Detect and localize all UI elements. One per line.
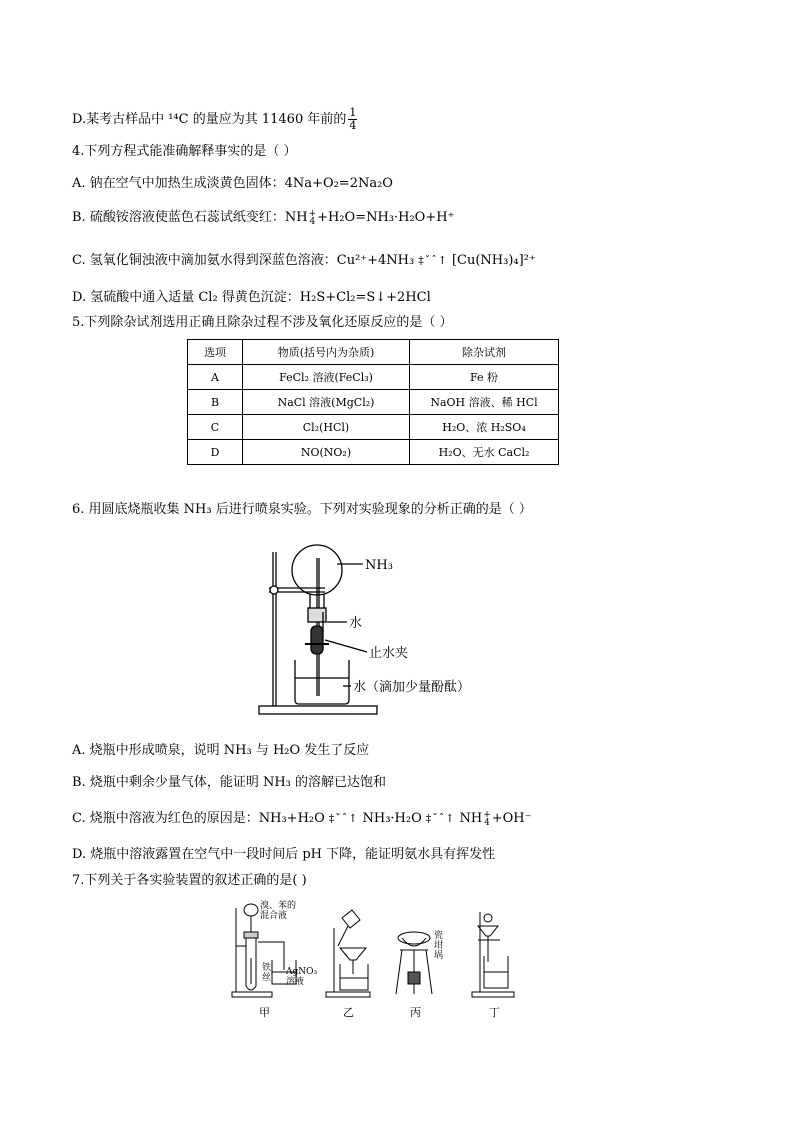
fountain-apparatus-figure: [255, 540, 505, 720]
q3-option-d: [72, 107, 357, 132]
equilibrium-arrow: ‡ˇˆ↑: [418, 254, 448, 267]
q4-option-c: C. 氢氧化铜浊液中滴加氨水得到深蓝色溶液：Cu²⁺+4NH₃ ‡ˇˆ↑ [Cu(NH₃)₄]²⁺: [72, 253, 536, 268]
label-agno3-solution: 溶液: [286, 977, 305, 987]
label-crucible2: 坩: [434, 941, 444, 951]
table-cell: NaCl 溶液(MgCl₂): [243, 390, 410, 415]
fraction: $\frac{1}{4}$: [349, 106, 357, 132]
caption-ding: 丁: [489, 1006, 500, 1019]
table-cell: C: [188, 415, 243, 440]
q3-option-d-text: D.某考古样品中 ¹⁴C 的量应为其 11460 年前的: [72, 112, 347, 127]
table-cell: FeCl₂ 溶液(FeCl₃): [243, 365, 410, 390]
table-header: 选项: [188, 340, 243, 365]
q6-option-a: A. 烧瓶中形成喷泉，说明 NH₃ 与 H₂O 发生了反应: [72, 743, 370, 758]
table-cell: B: [188, 390, 243, 415]
q6-option-c: C. 烧瓶中溶液为红色的原因是：NH₃+H₂O ‡ˇˆ↑ NH₃·H₂O ‡ˇˆ↑ NH + 4 +OH⁻: [72, 809, 532, 828]
table-header: 物质(括号内为杂质): [243, 340, 410, 365]
label-agno3: AgNO₃: [286, 967, 318, 977]
label-crucible3: 埚: [434, 951, 444, 961]
label-mix2: 混合液: [260, 911, 288, 921]
table-row: [188, 440, 559, 465]
label-iron: 铁: [262, 963, 272, 973]
table-row: [188, 365, 559, 390]
caption-jia: 甲: [259, 1006, 270, 1019]
table-header: 除杂试剂: [410, 340, 559, 365]
table-cell: A: [188, 365, 243, 390]
label-nh3: NH₃: [365, 558, 393, 573]
equilibrium-arrow: ‡ˇˆ↑: [425, 812, 456, 825]
q5-table: [187, 339, 559, 465]
equilibrium-arrow: ‡ˇˆ↑: [328, 812, 359, 825]
label-clamp: 止水夹: [369, 646, 409, 661]
q7-stem: 7.下列关于各实验装置的叙述正确的是( ): [72, 873, 307, 888]
table-cell: NaOH 溶液、稀 HCl: [410, 390, 559, 415]
q6-stem: 6. 用圆底烧瓶收集 NH₃ 后进行喷泉实验。下列对实验现象的分析正确的是（ ）: [72, 502, 532, 517]
label-mix: 溴、苯的: [260, 901, 297, 911]
table-cell: D: [188, 440, 243, 465]
table-cell: Fe 粉: [410, 365, 559, 390]
table-cell: H₂O、无水 CaCl₂: [410, 440, 559, 465]
q4-option-a: A. 钠在空气中加热生成淡黄色固体：4Na+O₂=2Na₂O: [72, 176, 393, 191]
table-cell: Cl₂(HCl): [243, 415, 410, 440]
label-water: 水: [349, 616, 363, 631]
caption-bing: 丙: [410, 1006, 421, 1019]
table-cell: H₂O、浓 H₂SO₄: [410, 415, 559, 440]
table-row: [188, 415, 559, 440]
caption-yi: 乙: [343, 1006, 354, 1019]
label-iron2: 丝: [262, 973, 272, 983]
label-crucible: 瓷: [434, 931, 444, 941]
q5-stem: 5.下列除杂试剂选用正确且除杂过程不涉及氧化还原反应的是（ ）: [72, 315, 453, 330]
q4-option-d: D. 氢硫酸中通入适量 Cl₂ 得黄色沉淀：H₂S+Cl₂=S↓+2HCl: [72, 290, 431, 305]
table-row: [188, 390, 559, 415]
table-header-row: [188, 340, 559, 365]
q6-option-b: B. 烧瓶中剩余少量气体，能证明 NH₃ 的溶解已达饱和: [72, 775, 387, 790]
q7-apparatus-figure: [222, 898, 522, 1002]
ion-charge: + 4: [308, 208, 317, 227]
table-cell: NO(NO₂): [243, 440, 410, 465]
label-beaker-water: 水（滴加少量酚酞）: [353, 680, 471, 695]
q4-stem: 4.下列方程式能准确解释事实的是（ ）: [72, 144, 297, 159]
q6-option-d: D. 烧瓶中溶液露置在空气中一段时间后 pH 下降，能证明氨水具有挥发性: [72, 847, 496, 862]
q4-option-b: B. 硫酸铵溶液使蓝色石蕊试纸变红：NH + 4 +H₂O=NH₃·H₂O+H⁺: [72, 208, 455, 227]
ion-charge: + 4: [483, 809, 491, 828]
